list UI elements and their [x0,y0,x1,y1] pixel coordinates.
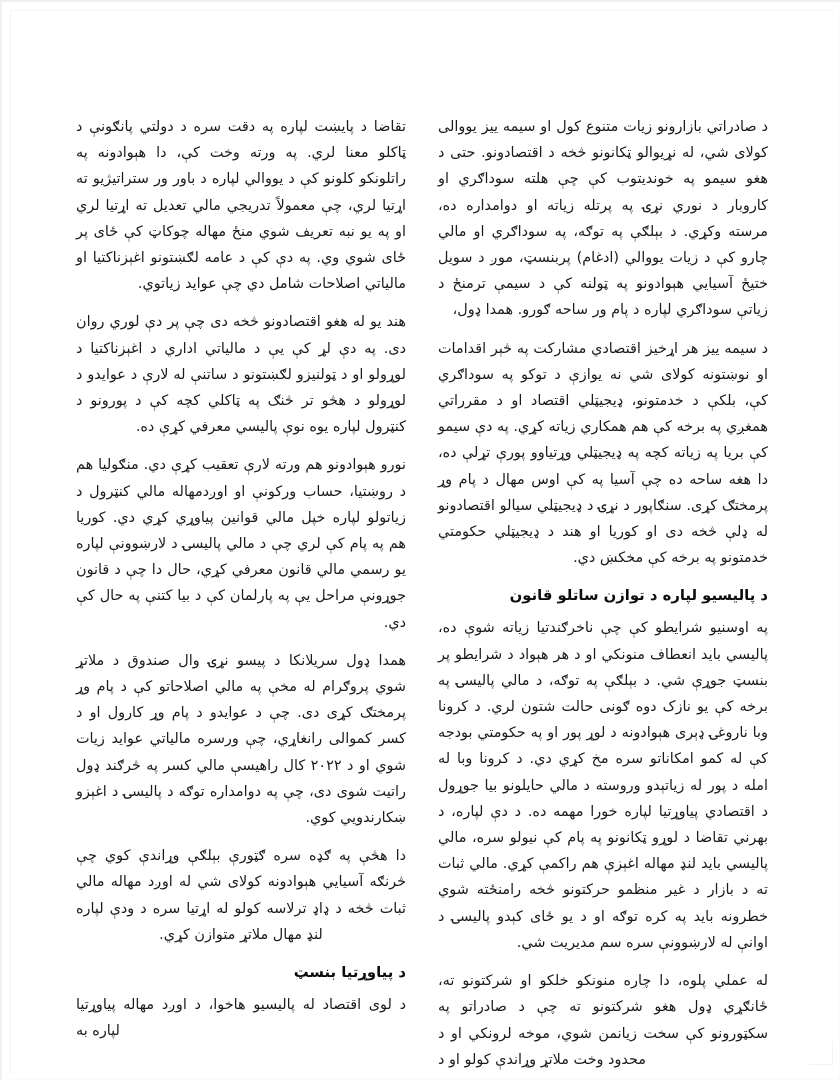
paragraph: تقاضا د پایښت لپاره په دقت سره د دولتي پانګونې د ټاکلو معنا لري. په ورته وخت کې، دا هېوادونه په راتلونکو کلونو کې د یووالي لپاره د باور ور ستراتیژیو ته اړتیا لري، چې معمولاً تدریجي مالي تعدیل ته اړتیا لري او په یو نبه تعریف شوي منځ مهاله چوکاټ کې ځای پر ځای شوي وي. په دې کې د عامه لګښتونو اغېزناکتیا او مالیاتي اصلاحات شامل دي چې عواید زیاتوي. [76,119,406,293]
column-right [438,114,768,1068]
paragraph: له عملي پلوه، دا چاره منونکو خلکو او شرکتونو ته، ځانګړي ډول هغو شرکتونو ته چې د صادراتو په سکټورونو کې سخت زیانمن شوي، موخه لرونکي او د محدود وخت ملاتړ وړاندې کولو او د [438,973,768,1068]
paragraph: د صادراتي بازارونو زیات متنوع کول او سیمه ییز یووالی کولای شي، له نړیوالو ټکانونو څخه د اقتصادونو. حتی د هغو سیمو په خوندیتوب کې چې هلته سوداګري او کاروبار د نوري نړۍ په پرتله زیاته او دوامداره ده، مرسته وکړي. د بېلګې په توګه، په سوداګري او مالي چارو کې د زیات یووالي (ادغام) پربنسټ، موږ د سویل ختیځ آسیایي هېوادونو په ټولنه کې د سیمې ترمنځ د زیاتې سوداګري لپاره د پام ور ساحه ګورو. همدا ډول، [438,119,768,319]
paragraph: هند یو له هغو اقتصادونو څخه دی چې پر دې لوري روان دی. په دې لړ کې یې د مالیاتي اداري د اغېزناکتیا د لوړولو او د ټولنیزو لګښتونو د ساتنې له لارې د عوایدو د لوړولو د هڅو تر څنګ په ټاکلي کچه کې د پورونو د کنټرول لپاره یوه نوې پالیسي معرفي کړې ده. [76,314,406,436]
section-heading: د پیاوړتیا بنسټ [293,964,406,982]
paragraph: نورو هېوادونو هم ورته لارې تعقیب کړې دي. منګولیا هم د روښتیا، حساب ورکونې او اوږدمهاله مالي کنټرول د زیاتولو لپاره خپل مالي قوانین پیاوړي کړي دي. کوریا هم په پام کې لري چې د مالي پالیسۍ د لارښوونې لپاره یو رسمي مالي قانون معرفي کړي، حال دا چې د قانون جوړونې مراحل یې په پارلمان کې د بیا کتنې په حال کې دي. [76,457,406,631]
paragraph: د لوی اقتصاد له پالیسیو هاخوا، د اوږد مهاله پیاوړتیا لپاره به [76,997,406,1040]
paragraph: همدا ډول سریلانکا د پیسو نړۍ وال صندوق د ملاتړ شوي پروګرام له مخې په مالي اصلاحاتو کې د پام وړ پرمختګ کړی دی. چې د عوایدو د پام وړ کارول او د کسر کموالی رانغاړي، چې ورسره مالیاتي عواید زیات شوي او د ۲۰۲۲ کال راهیسې مالي کسر په څرګند ډول راتیت شوی دی، چې په دوامداره توګه د پالیسۍ د اغېزو ښکارندویي کوي. [76,652,406,827]
document-columns [76,114,768,1068]
paragraph: په اوسنیو شرایطو کې چې ناخرګندتیا زیاته شوې ده، پالیسي باید انعطاف منونکي او د هر هېواد د شرایطو پر بنسټ جوړې شي. د بېلګې په توګه، د مالي پالیسۍ په برخه کې یو نازک دوه ګونی حالت شتون لري. د کرونا وبا ناروغۍ ډېری هېوادونه د لوړ پور او په حکومتي بودجه کې له کمو امکاناتو سره مخ کړي دي. د کرونا وبا له امله د پور له زیاتېدو وروسته د مالي حایلونو بیا جوړول د اقتصادي پیاوړتیا لپاره خورا مهمه ده. د دې لپاره، د بهرني تقاضا د لوړو ټکانونو په پام کې نیولو سره، مالي پالیسي باید لنډ مهاله اغېزې هم راکمې کړي. مالي ثبات ته د بازار د غیر منظمو حرکتونو څخه رامنځته شوي خطرونه باید په کره توګه او د یو ځای کېدو پالیسۍ د اوانې له لارښوونې سره سم مدیریت شي. [438,620,768,951]
section-heading: د پالیسیو لپاره د توازن ساتلو قانون [509,587,768,605]
page-edge-top [10,10,834,11]
paragraph: د سیمه ییز هر اړخیز اقتصادي مشارکت په څېر اقدامات او نوښتونه کولای شي نه یوازې د توکو په سوداګري کې، بلکې د خدمتونو، ډیجیټلي اقتصاد او د مقرراتي همغږي په برخه کې هم همکاري زیاته کړي. په دې سیمو کې بریا په زیاته کچه په ډیجیټلي وړتیاوو پورې تړلې ده، دا هغه ساحه ده چې آسیا په کې اوس مهال د پام وړ پرمختګ کړی. سنګاپور د نړۍ د ډیجیټلي سیالو اقتصادونو له ډلې څخه دی او کوریا او هند د ډیجیټلي حکومتي خدمتونو په برخه کې مخکښ دي. [438,340,768,567]
column-left [76,114,406,1040]
page-edge-left [10,10,11,1074]
paragraph: دا هڅې په ګډه سره ګټورې بېلګې وړاندې کوي چې څرنګه آسیایي هېوادونه کولای شي له اوږد مهاله مالي ثبات څخه د ډاډ ترلاسه کولو له اړتیا سره د ودې لپاره لنډ مهال ملاتړ متوازن کړي. [76,848,406,943]
page-edge-corner [810,1042,833,1065]
